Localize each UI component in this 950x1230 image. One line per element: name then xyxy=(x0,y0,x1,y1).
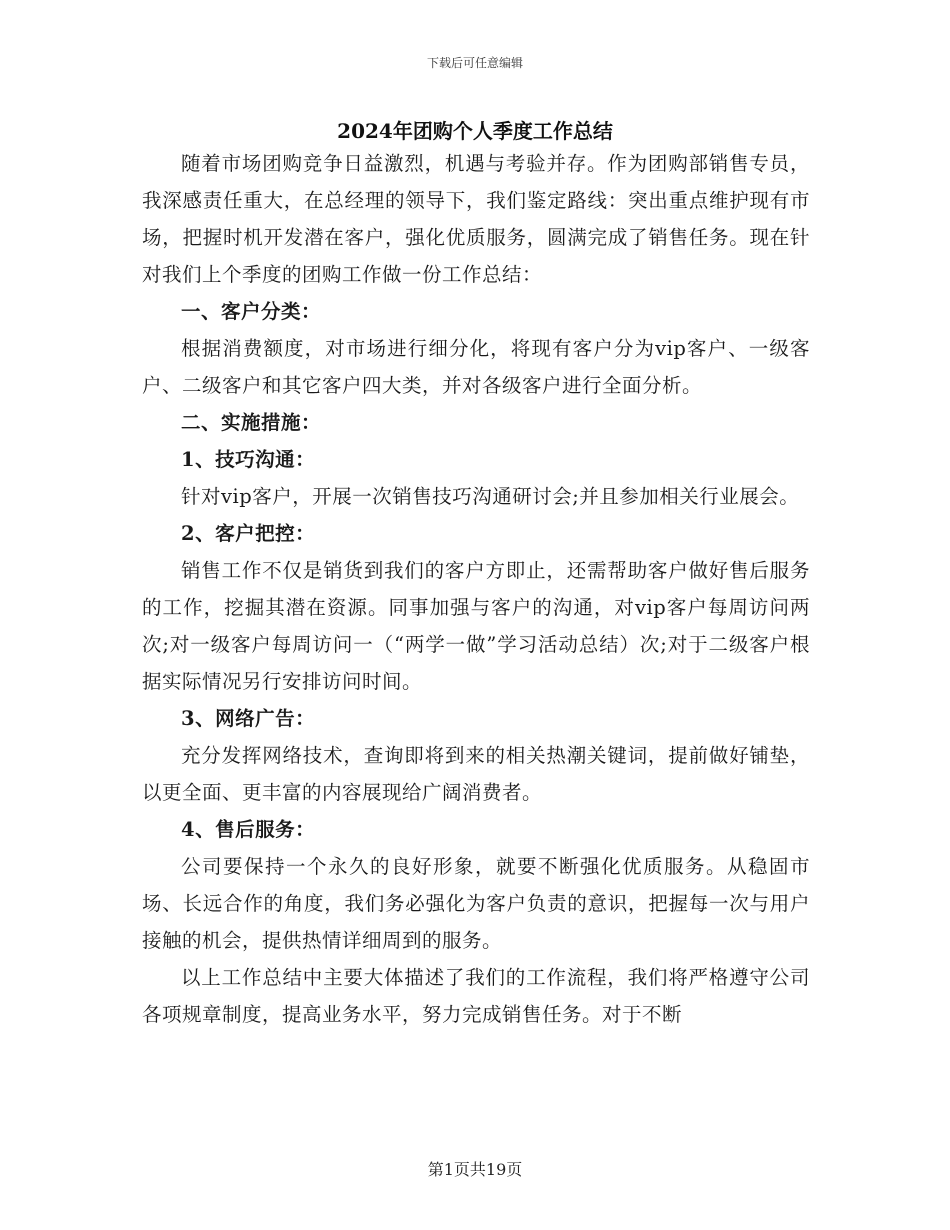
paragraph-conclusion: 以上工作总结中主要大体描述了我们的工作流程，我们将严格遵守公司各项规章制度，提高业务水平，努力完成销售任务。对于不断 xyxy=(142,966,810,1026)
heading-measures: 二、实施措施： xyxy=(181,411,322,434)
paragraph-classification: 根据消费额度，对市场进行细分化，将现有客户分为vip客户、一级客户、二级客户和其它客户四大类，并对各级客户进行全面分析。 xyxy=(142,337,810,397)
heading-online-ads: 3、网络广告： xyxy=(181,707,316,730)
header-note: 下载后可任意编辑 xyxy=(426,56,523,70)
paragraph-communication: 针对vip客户，开展一次销售技巧沟通研讨会;并且参加相关行业展会。 xyxy=(181,485,800,508)
paragraph-after-sales: 公司要保持一个永久的良好形象，就要不断强化优质服务。从稳固市场、长远合作的角度，我们务必强化为客户负责的意识，把握每一次与用户接触的机会，提供热情详细周到的服务。 xyxy=(142,855,810,952)
heading-customer-classification: 一、客户分类： xyxy=(181,300,322,323)
document-body xyxy=(142,145,810,1033)
heading-communication: 1、技巧沟通： xyxy=(181,448,316,471)
heading-after-sales: 4、售后服务： xyxy=(181,818,316,841)
document-title: 2024年团购个人季度工作总结 xyxy=(337,119,613,143)
paragraph-intro: 随着市场团购竞争日益激烈，机遇与考验并存。作为团购部销售专员，我深感责任重大，在总经理的领导下，我们鉴定路线：突出重点维护现有市场，把握时机开发潜在客户，强化优质服务，圆满完成了销售任务。现在针对我们上个季度的团购工作做一份工作总结： xyxy=(142,152,810,286)
heading-customer-control: 2、客户把控： xyxy=(181,522,316,545)
paragraph-online-ads: 充分发挥网络技术，查询即将到来的相关热潮关键词，提前做好铺垫，以更全面、更丰富的内容展现给广阔消费者。 xyxy=(142,744,810,804)
page-footer: 第1页共19页 xyxy=(427,1160,523,1179)
paragraph-customer-control: 销售工作不仅是销货到我们的客户方即止，还需帮助客户做好售后服务的工作，挖掘其潜在资源。同事加强与客户的沟通，对vip客户每周访问两次;对一级客户每周访问一（“两学一做”学习活动总结）次;对于二级客户根据实际情况另行安排访问时间。 xyxy=(142,559,810,693)
